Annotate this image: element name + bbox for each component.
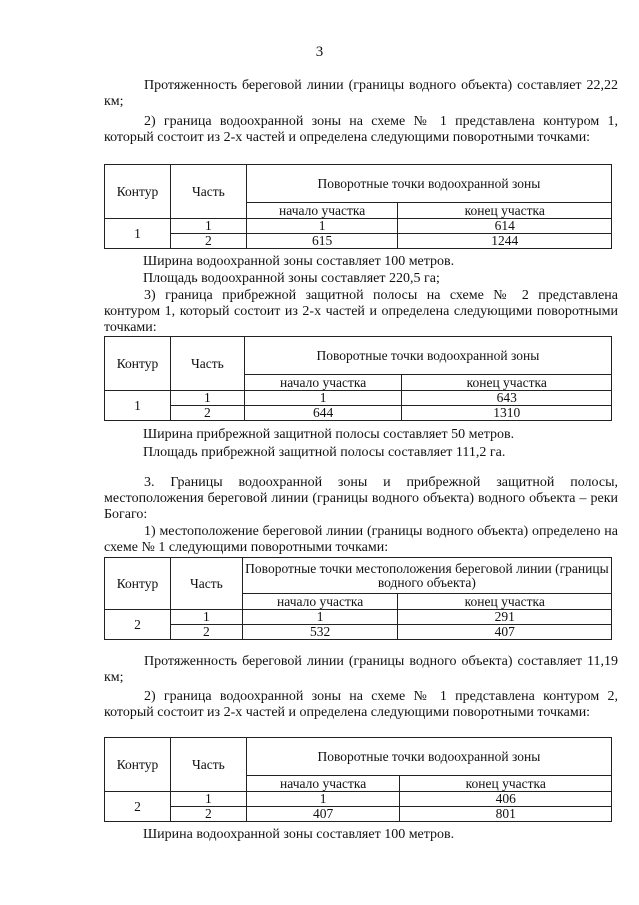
cell-end: 801 [400,807,612,822]
header-points: Поворотные точки водоохранной зоны [246,165,611,203]
header-end: конец участка [398,203,612,219]
header-end: конец участка [398,594,612,610]
cell-contour: 2 [105,610,171,640]
cell-start: 1 [244,391,402,406]
cell-end: 643 [402,391,612,406]
cell-contour: 1 [105,391,171,421]
cell-end: 1310 [402,406,612,421]
header-start: начало участка [244,375,402,391]
cell-start: 532 [242,625,398,640]
header-end: конец участка [402,375,612,391]
cell-start: 615 [246,234,398,249]
header-end: конец участка [400,776,612,792]
header-start: начало участка [246,203,398,219]
cell-end: 614 [398,219,612,234]
cell-start: 1 [246,219,398,234]
header-part: Часть [170,337,244,391]
cell-end: 406 [400,792,612,807]
cell-start: 407 [246,807,400,822]
header-contour: Контур [105,165,171,219]
cell-end: 407 [398,625,612,640]
cell-end: 1244 [398,234,612,249]
cell-part: 1 [170,219,246,234]
cell-part: 2 [170,807,246,822]
header-contour: Контур [105,337,171,391]
wpz-width-2: Ширина водоохранной зоны составляет 100 метров. [143,827,455,842]
table-wpz-1 [104,164,612,249]
page-number: 3 [315,44,324,60]
cell-part: 2 [170,625,242,640]
cell-part: 1 [170,792,246,807]
table-pzp-1 [104,336,612,421]
cell-start: 1 [246,792,400,807]
table-shoreline-2 [104,557,612,640]
cell-part: 2 [170,406,244,421]
header-points: Поворотные точки водоохранной зоны [244,337,611,375]
header-part: Часть [170,738,246,792]
pzp-area-1: Площадь прибрежной защитной полосы составляет 111,2 га. [143,445,506,460]
cell-part: 1 [170,610,242,625]
shoreline-length-2: Протяженность береговой линии (границы водного объекта) составляет 11,19 км; [104,654,618,685]
header-points: Поворотные точки водоохранной зоны [246,738,611,776]
shoreline-length-1: Протяженность береговой линии (границы водного объекта) составляет 22,22 км; [104,78,618,109]
cell-contour: 2 [105,792,171,822]
cell-start: 1 [242,610,398,625]
header-start: начало участка [246,776,400,792]
header-start: начало участка [242,594,398,610]
header-part: Часть [170,558,242,610]
cell-part: 2 [170,234,246,249]
wpz-width-1: Ширина водоохранной зоны составляет 100 метров. [143,254,455,269]
section-3-heading: 3. Границы водоохранной зоны и прибрежной защитной полосы, местоположения береговой линии (границы водного объекта) водного объекта – реки Богаго: [104,475,618,522]
header-points: Поворотные точки местоположения береговой линии (границы водного объекта) [242,558,611,594]
shoreline-location-2: 1) местоположение береговой линии (границы водного объекта) определено на схеме № 1 следующими поворотными точками: [104,524,618,555]
header-contour: Контур [105,558,171,610]
cell-part: 1 [170,391,244,406]
cell-contour: 1 [105,219,171,249]
header-contour: Контур [105,738,171,792]
wpz-boundary-2: 2) граница водоохранной зоны на схеме № 1 представлена контуром 2, который состоит из 2-х частей и определена следующими поворотными точками: [104,689,618,720]
wpz-boundary-1: 2) граница водоохранной зоны на схеме № 1 представлена контуром 1, который состоит из 2-х частей и определена следующими поворотными точками: [104,114,618,145]
table-wpz-2 [104,737,612,822]
wpz-area-1: Площадь водоохранной зоны составляет 220,5 га; [143,271,440,286]
cell-end: 291 [398,610,612,625]
pzp-width-1: Ширина прибрежной защитной полосы составляет 50 метров. [143,427,515,442]
cell-start: 644 [244,406,402,421]
header-part: Часть [170,165,246,219]
pzp-boundary-1: 3) граница прибрежной защитной полосы на схеме № 2 представлена контуром 1, который состоит из 2-х частей и определена следующими поворотными точками: [104,288,618,335]
